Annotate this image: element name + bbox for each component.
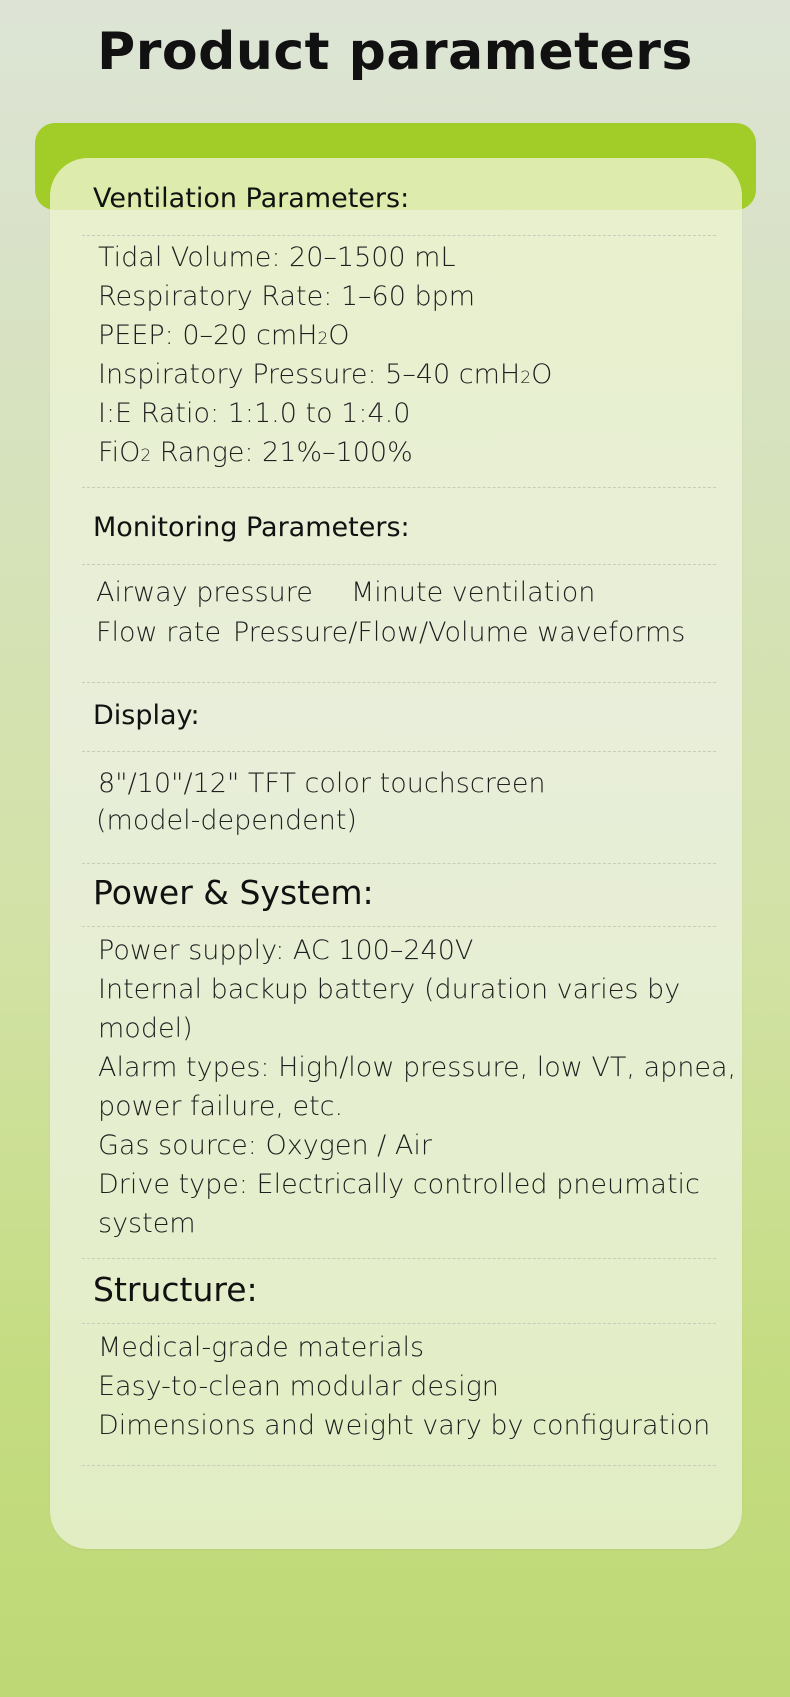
power-heading: Power & System: [93,873,374,912]
divider [82,1323,716,1324]
monitoring-item-waveforms: Pressure/Flow/Volume waveforms [233,617,686,648]
divider [82,682,716,683]
divider [82,564,716,565]
tidal-volume-line: Tidal Volume: 20–1500 mL [98,242,456,273]
structure-heading: Structure: [93,1270,258,1309]
peep-unit-suffix: O [328,320,350,351]
peep-subscript: 2 [317,329,329,349]
peep-text: PEEP: 0–20 cmH [98,320,318,351]
power-line: model) [98,1013,193,1044]
ie-ratio-line: I:E Ratio: 1:1.0 to 1:4.0 [98,398,411,429]
fio2-line [98,437,413,468]
structure-line: Easy-to-clean modular design [98,1371,499,1402]
monitoring-item-minute-ventilation: Minute ventilation [351,577,596,608]
ventilation-heading: Ventilation Parameters: [93,183,410,214]
display-line-screen: 8"/10"/12" TFT color touchscreen [98,768,546,799]
insp-unit-suffix: O [531,359,553,390]
display-line-model: (model-dependent) [96,805,357,836]
display-heading: Display: [93,700,200,731]
divider [82,235,716,236]
divider [82,1465,716,1466]
divider [82,863,716,864]
inspiratory-pressure-line [98,359,552,390]
monitoring-item-airway-pressure: Airway pressure [96,577,313,608]
structure-line: Dimensions and weight vary by configuration [98,1410,711,1441]
power-line: Internal backup battery (duration varies by [98,974,681,1005]
insp-text: Inspiratory Pressure: 5–40 cmH [98,359,521,390]
fio2-range-text: Range: 21%–100% [151,437,413,468]
power-line: Gas source: Oxygen / Air [98,1130,432,1161]
fio2-subscript: 2 [140,446,152,466]
power-line: Alarm types: High/low pressure, low VT, apnea, [98,1052,737,1083]
power-line: system [98,1208,196,1239]
monitoring-heading: Monitoring Parameters: [93,512,410,543]
respiratory-rate-line: Respiratory Rate: 1–60 bpm [98,281,476,312]
peep-line [98,320,350,351]
divider [82,926,716,927]
divider [82,1258,716,1259]
power-line: Power supply: AC 100–240V [98,935,474,966]
power-line: Drive type: Electrically controlled pneumatic [98,1169,700,1200]
power-line: power failure, etc. [98,1091,344,1122]
divider [82,751,716,752]
insp-subscript: 2 [520,368,532,388]
structure-line: Medical-grade materials [98,1332,425,1363]
monitoring-item-flow-rate: Flow rate [96,617,222,648]
page-title: Product parameters [97,22,693,82]
divider [82,487,716,488]
fio2-text: FiO [98,437,141,468]
